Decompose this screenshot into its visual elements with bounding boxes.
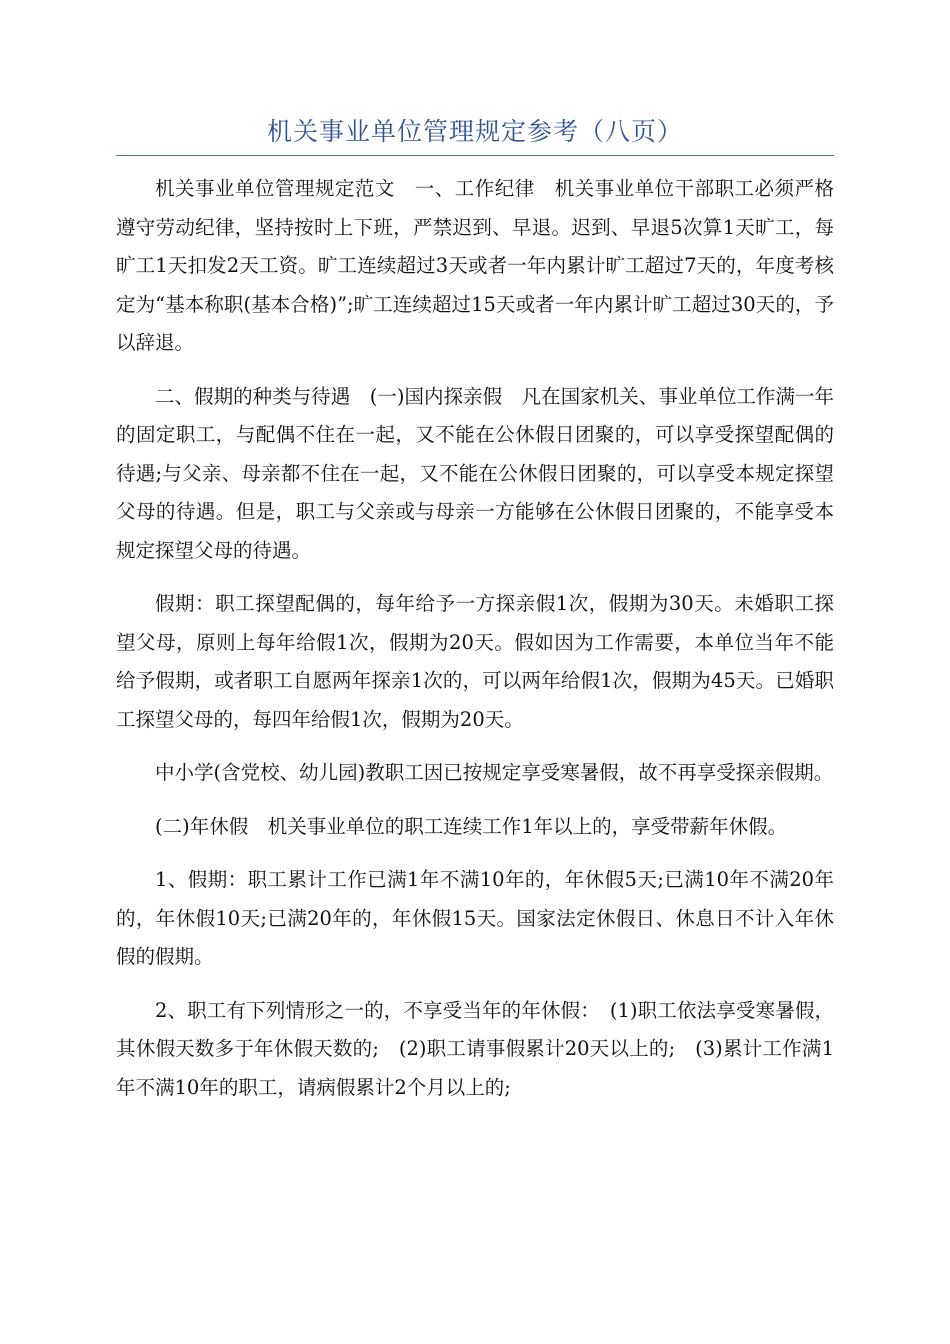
paragraph-school-staff: 中小学(含党校、幼儿园)教职工因已按规定享受寒暑假，故不再享受探亲假期。 — [155, 761, 834, 784]
title-underline — [116, 155, 834, 156]
paragraph-leave-duration: 假期：职工探望配偶的，每年给予一方探亲假1次，假期为30天。未婚职工探望父母，原则上每年给假1次，假期为20天。假如因为工作需要，本单位当年不能给予假期，或者职工自愿两年探亲1次的，可以两年给假1次，假期为45天。已婚职工探望父母的，每四年给假1次，假期为20天。 — [116, 592, 834, 731]
paragraph-annual-leave: (二)年休假 机关事业单位的职工连续工作1年以上的，享受带薪年休假。 — [155, 814, 788, 838]
paragraph-family-leave: 二、假期的种类与待遇 (一)国内探亲假 凡在国家机关、事业单位工作满一年的固定职工，与配偶不住在一起，又不能在公休假日团聚的，可以享受探望配偶的待遇;与父亲、母亲都不住在一起，又不能在公休假日团聚的，可以享受本规定探望父母的待遇。但是，职工与父亲或与母亲一方能够在公休假日团聚的，不能享受本规定探望父母的待遇。 — [116, 384, 834, 562]
document-body — [116, 170, 834, 1122]
paragraph-work-discipline: 机关事业单位管理规定范文 一、工作纪律 机关事业单位干部职工必须严格遵守劳动纪律，坚持按时上下班，严禁迟到、早退。迟到、早退5次算1天旷工，每旷工1天扣发2天工资。旷工连续超过3天或者一年内累计旷工超过7天的，年度考核定为“基本称职(基本合格)”;旷工连续超过15天或者一年内累计旷工超过30天的，予以辞退。 — [116, 177, 834, 354]
paragraph-annual-leave-exclusions: 2、职工有下列情形之一的，不享受当年的年休假： (1)职工依法享受寒暑假，其休假天数多于年休假天数的; (2)职工请事假累计20天以上的; (3)累计工作满1年不满10年的职工，请病假累计2个月以上的; — [116, 998, 834, 1099]
paragraph-annual-leave-days: 1、假期：职工累计工作已满1年不满10年的，年休假5天;已满10年不满20年的，年休假10天;已满20年的，年休假15天。国家法定休假日、休息日不计入年休假的假期。 — [116, 868, 834, 968]
document-title: 机关事业单位管理规定参考（八页） — [266, 117, 683, 146]
